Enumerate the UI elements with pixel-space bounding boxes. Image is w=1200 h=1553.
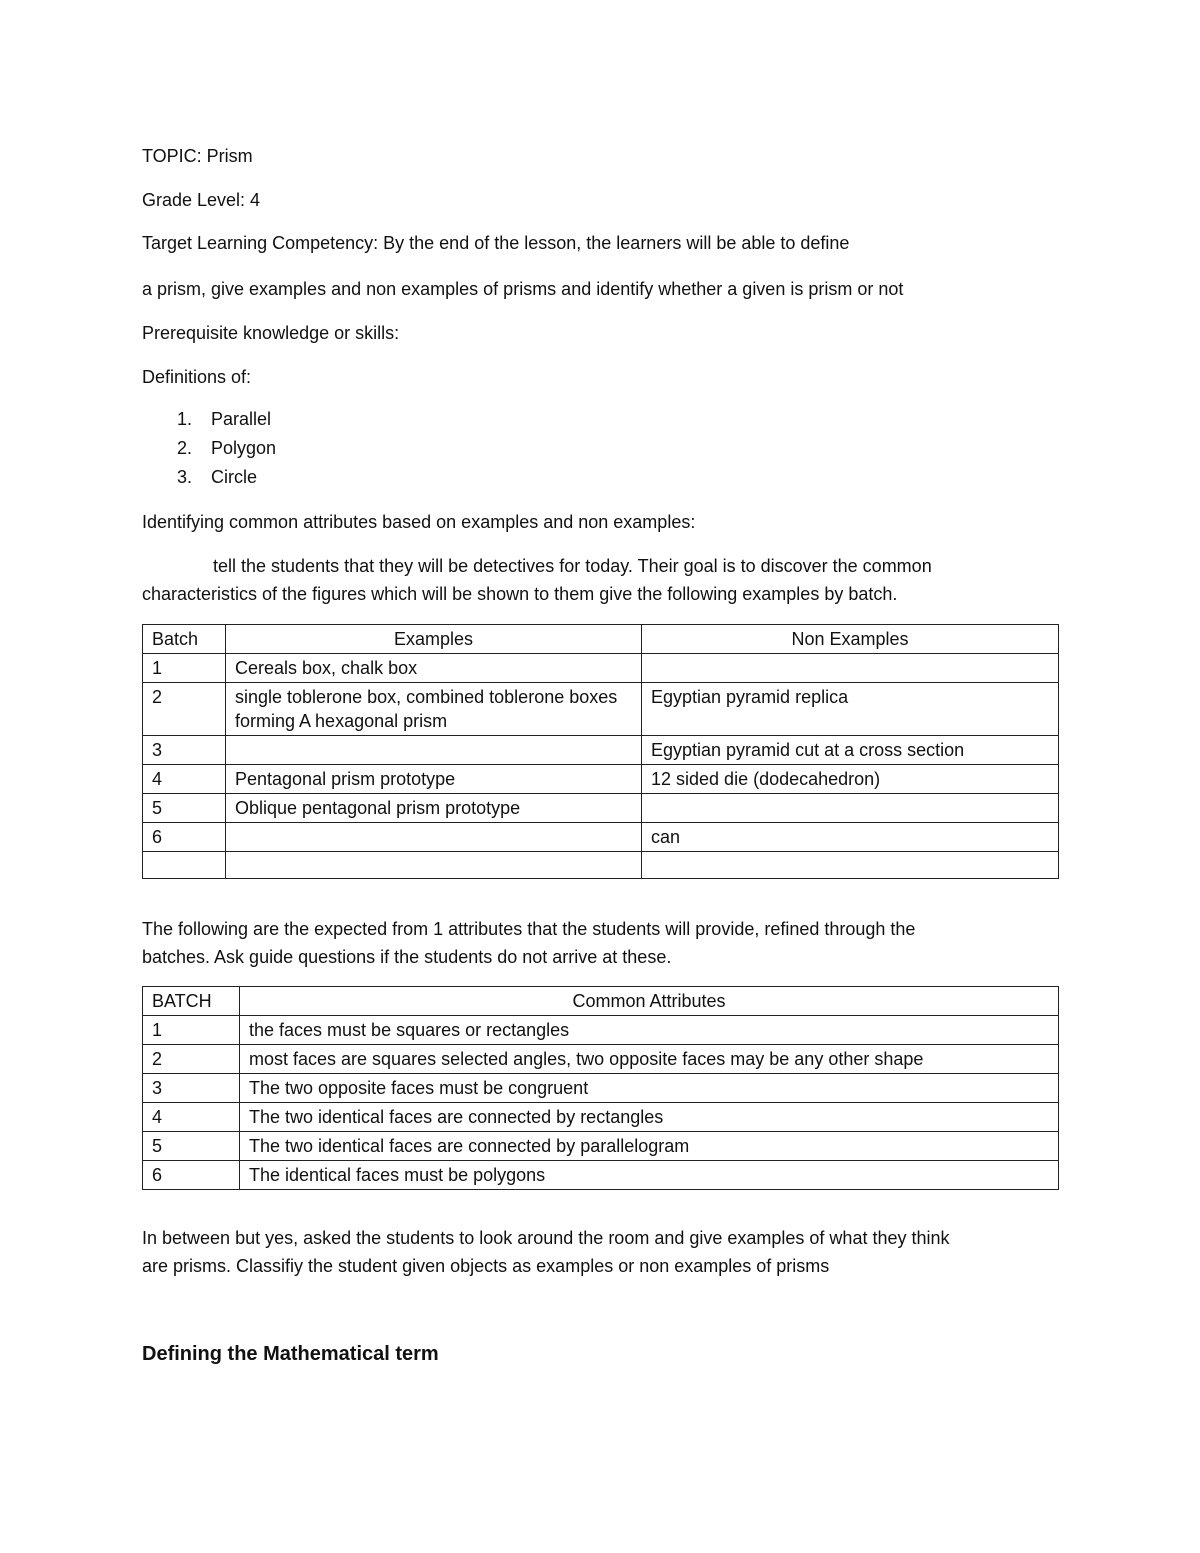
expected-line-2: batches. Ask guide questions if the students do not arrive at these. (142, 947, 672, 967)
grade-level-line: Grade Level: 4 (142, 190, 261, 210)
table-row (143, 1132, 1059, 1161)
table-cell: 6 (143, 823, 226, 852)
section-heading: Defining the Mathematical term (142, 1343, 439, 1365)
table-row (143, 1161, 1059, 1190)
table-cell (226, 823, 642, 852)
table-cell (642, 852, 1059, 879)
table-cell: 4 (143, 765, 226, 794)
table-cell: The two identical faces are connected by rectangles (240, 1103, 1059, 1132)
table-row (143, 736, 1059, 765)
topic-line: TOPIC: Prism (142, 146, 253, 166)
table-cell (143, 852, 226, 879)
table-cell: Oblique pentagonal prism prototype (226, 794, 642, 823)
definitions-list (177, 408, 276, 495)
identifying-title: Identifying common attributes based on examples and non examples: (142, 512, 696, 532)
attributes-table (142, 986, 1059, 1190)
table-cell: the faces must be squares or rectangles (240, 1016, 1059, 1045)
table-row (143, 852, 1059, 879)
table-cell: Pentagonal prism prototype (226, 765, 642, 794)
table-cell (226, 852, 642, 879)
competency-line-2: a prism, give examples and non examples of prisms and identify whether a given is prism or not (142, 279, 904, 299)
prerequisite-line: Prerequisite knowledge or skills: (142, 323, 400, 343)
header-non-examples: Non Examples (642, 625, 1059, 654)
table-cell: most faces are squares selected angles, two opposite faces may be any other shape (240, 1045, 1059, 1074)
list-item: 3. Circle (177, 467, 258, 487)
closing-line-1: In between but yes, asked the students to look around the room and give examples of what they think (142, 1228, 950, 1248)
table-cell: single toblerone box, combined toblerone boxes forming A hexagonal prism (226, 683, 642, 736)
table-header-row (143, 987, 1059, 1016)
competency-line-1: Target Learning Competency: By the end of the lesson, the learners will be able to define (142, 233, 850, 253)
table-cell: 5 (143, 1132, 240, 1161)
table-cell: The two opposite faces must be congruent (240, 1074, 1059, 1103)
list-item: 2. Polygon (177, 438, 277, 458)
table-cell: 3 (143, 736, 226, 765)
table-cell (226, 736, 642, 765)
definitions-label: Definitions of: (142, 367, 252, 387)
table-row (143, 683, 1059, 736)
table-cell: Egyptian pyramid replica (642, 683, 1059, 736)
table-cell: Cereals box, chalk box (226, 654, 642, 683)
table-cell: can (642, 823, 1059, 852)
table-row (143, 1016, 1059, 1045)
table-row (143, 765, 1059, 794)
list-item: 1. Parallel (177, 409, 272, 429)
table-row (143, 794, 1059, 823)
table-cell (642, 794, 1059, 823)
table-cell (642, 654, 1059, 683)
identifying-paragraph-line-1: tell the students that they will be detectives for today. Their goal is to discover the common (213, 556, 932, 576)
table-row (143, 654, 1059, 683)
table-row (143, 823, 1059, 852)
table-cell: 2 (143, 683, 226, 736)
header-batch: Batch (143, 625, 226, 654)
table-cell: 1 (143, 654, 226, 683)
table-cell: 6 (143, 1161, 240, 1190)
table-header-row (143, 625, 1059, 654)
header-batch: BATCH (143, 987, 240, 1016)
table-cell: 12 sided die (dodecahedron) (642, 765, 1059, 794)
identifying-paragraph-line-2: characteristics of the figures which will be shown to them give the following examples by batch. (142, 584, 898, 604)
examples-table (142, 624, 1059, 879)
table-cell: The two identical faces are connected by parallelogram (240, 1132, 1059, 1161)
table-row (143, 1103, 1059, 1132)
table-cell: The identical faces must be polygons (240, 1161, 1059, 1190)
table-cell: Egyptian pyramid cut at a cross section (642, 736, 1059, 765)
header-common-attributes: Common Attributes (240, 987, 1059, 1016)
table-row (143, 1074, 1059, 1103)
table-cell: 3 (143, 1074, 240, 1103)
table-row (143, 1045, 1059, 1074)
table-cell: 2 (143, 1045, 240, 1074)
header-examples: Examples (226, 625, 642, 654)
closing-line-2: are prisms. Classifiy the student given objects as examples or non examples of prisms (142, 1256, 830, 1276)
table-cell: 1 (143, 1016, 240, 1045)
table-cell: 5 (143, 794, 226, 823)
expected-line-1: The following are the expected from 1 attributes that the students will provide, refined through the (142, 919, 916, 939)
table-cell: 4 (143, 1103, 240, 1132)
